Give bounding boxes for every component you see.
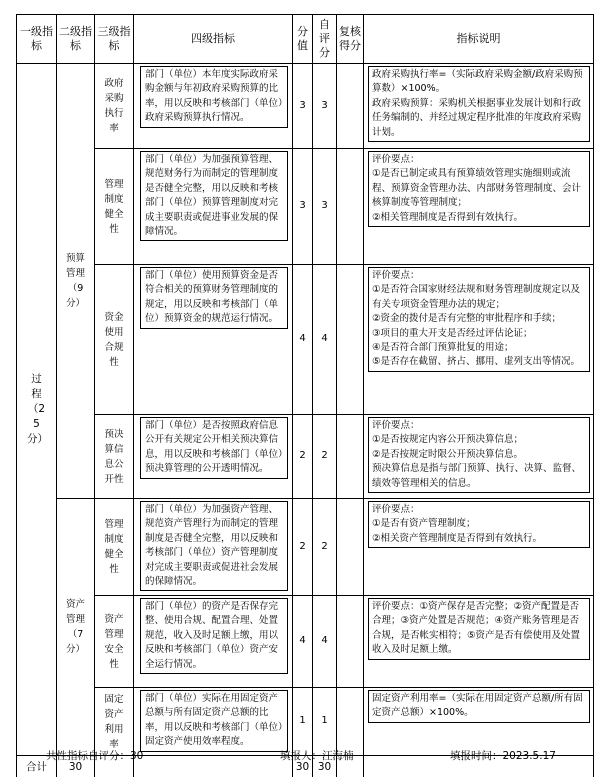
self-score-cell: 2 — [313, 499, 337, 596]
description-line: ④是否符合部门预算批复的用途； — [372, 342, 514, 354]
level3-cell: 资金使用合规性 — [95, 265, 134, 415]
total-level2-score: 30 — [57, 756, 95, 777]
header-description: 指标说明 — [364, 15, 594, 64]
description-list — [368, 151, 590, 227]
common-score-text: 共性指标自评分：30 — [46, 750, 144, 762]
description-line: ⑤是否存在截留、挤占、挪用、虚列支出等情况。 — [372, 356, 581, 368]
level4-text: 部门（单位）的资产是否保存完整、使用合规、配置合理、处置规范，收入及时足额上缴，用以反映和考核部门（单位）资产安全运行情况。 — [140, 598, 288, 674]
review-score-cell — [337, 415, 364, 499]
header-score: 分值 — [293, 15, 313, 64]
self-score-cell: 2 — [313, 415, 337, 499]
description-cell — [364, 149, 594, 265]
review-score-cell — [337, 499, 364, 596]
description-cell — [364, 265, 594, 415]
level3-cell: 固定资产利用率 — [95, 688, 134, 756]
level4-text: 部门（单位）使用预算资金是否符合相关的预算财务管理制度的规定，用以反映和考核部门（单位）预算资金的规范运行情况。 — [140, 267, 288, 329]
level4-cell — [134, 596, 293, 688]
description-cell — [364, 688, 594, 756]
level4-cell — [134, 149, 293, 265]
description-line: ①是否按规定内容公开预决算信息； — [372, 434, 524, 446]
description-line: 评价要点： — [372, 154, 420, 165]
self-score-cell: 4 — [313, 265, 337, 415]
description-cell — [364, 415, 594, 499]
self-score-cell: 3 — [313, 149, 337, 265]
description-line: ②是否按规定时限公开预决算信息。 — [372, 448, 524, 460]
description-line: 评价要点：①资产保存是否完整；②资产配置是否合理；③资产处置是否规范；④资产账务管理是否合规，是否帐实相符；⑤资产是否有偿使用及处置收入及时足额上缴。 — [372, 601, 581, 656]
score-cell: 2 — [293, 499, 313, 596]
level3-cell: 预决算信息公开性 — [95, 415, 134, 499]
description-list — [368, 501, 590, 548]
description-line: ③项目的重大开支是否经过评估论证； — [372, 327, 533, 339]
table-row — [17, 596, 594, 688]
total-self-score: 30 — [313, 756, 337, 777]
table-row — [17, 64, 594, 149]
score-cell: 1 — [293, 688, 313, 756]
level4-text: 部门（单位）本年度实际政府采购金额与年初政府采购预算的比率，用以反映和考核部门（单位）政府采购预算执行情况。 — [140, 66, 288, 128]
score-cell: 3 — [293, 149, 313, 265]
level4-cell — [134, 415, 293, 499]
table-row — [17, 149, 594, 265]
description-line: 评价要点： — [372, 270, 420, 281]
level4-text: 部门（单位）为加强资产管理、规范资产管理行为而制定的管理制度是否健全完整，用以反映和考核部门（单位）资产管理制度对完成主要职责或促进社会发展的保障情况。 — [140, 501, 288, 591]
header-review-score: 复核得分 — [337, 15, 364, 64]
description-line: ①是否符合国家财经法规和财务管理制度规定以及有关专项资金管理办法的规定； — [372, 284, 581, 310]
table-row — [17, 415, 594, 499]
header-level2: 二级指标 — [57, 15, 95, 64]
level4-text: 部门（单位）是否按照政府信息公开有关规定公开相关预决算信息，用以反映和考核部门（单位）预决算管理的公开透明情况。 — [140, 417, 288, 479]
description-line: 政府采购预算：采购机关根据事业发展计划和行政任务编制的、并经过规定程序批准的年度政府采购计划。 — [372, 97, 582, 138]
level4-cell — [134, 499, 293, 596]
header-level4: 四级指标 — [134, 15, 293, 64]
level4-cell — [134, 265, 293, 415]
level4-cell — [134, 64, 293, 149]
level1-cell: 过程（25分） — [17, 64, 57, 756]
description-list — [368, 598, 590, 660]
level4-text: 部门（单位）为加强预算管理、规范财务行为而制定的管理制度是否健全完整，用以反映和考核部门（单位）预算管理制度对完成主要职责或促进事业发展的保障情况。 — [140, 151, 288, 241]
table-row — [17, 499, 594, 596]
description-line: ②相关资产管理制度是否得到有效执行。 — [372, 532, 543, 544]
description-list — [368, 267, 590, 372]
total-score: 30 — [293, 756, 313, 777]
total-empty-cell — [134, 756, 293, 777]
level4-cell — [134, 688, 293, 756]
score-cell: 4 — [293, 265, 313, 415]
description-cell — [364, 596, 594, 688]
description-line: 评价要点： — [372, 420, 420, 431]
score-cell: 2 — [293, 415, 313, 499]
level4-text: 部门（单位）实际在用固定资产总额与所有固定资产总额的比率，用以反映和考核部门（单位）固定资产使用效率程度。 — [140, 690, 288, 752]
level3-cell: 政府采购执行率 — [95, 64, 134, 149]
self-score-cell: 4 — [313, 596, 337, 688]
review-score-cell — [337, 688, 364, 756]
description-line: 固定资产利用率=（实际在用固定资产总额/所有固定资产总额）×100%。 — [372, 693, 583, 719]
self-score-cell: 1 — [313, 688, 337, 756]
description-line: ①是否有资产管理制度； — [372, 518, 476, 530]
description-line: 评价要点： — [372, 504, 420, 515]
filler-text: 填报人：汪海楠 — [280, 750, 354, 762]
header-row — [17, 15, 594, 64]
indicator-table — [16, 14, 594, 777]
indicator-table-sheet — [16, 14, 593, 777]
description-line: 预决算信息是指与部门预算、执行、决算、监督、绩效等管理相关的信息。 — [372, 463, 582, 489]
description-line: ②相关管理制度是否得到有效执行。 — [372, 211, 524, 223]
score-cell: 4 — [293, 596, 313, 688]
self-score-cell: 3 — [313, 64, 337, 149]
description-line: ②资金的拨付是否有完整的审批程序和手续； — [372, 313, 562, 325]
description-line: ①是否已制定或具有预算绩效管理实施细则或流程、预算资金管理办法、内部财务管理制度、会计核算制度等管理制度； — [372, 168, 582, 209]
header-self-score: 自评分 — [313, 15, 337, 64]
level3-cell: 管理制度健全性 — [95, 499, 134, 596]
total-label: 合计 — [17, 756, 57, 777]
header-level1: 一级指标 — [17, 15, 57, 64]
description-line: 政府采购执行率=（实际政府采购金额/政府采购预算数）×100%。 — [372, 69, 583, 95]
level3-cell: 管理制度健全性 — [95, 149, 134, 265]
description-cell — [364, 64, 594, 149]
header-level3: 三级指标 — [95, 15, 134, 64]
level2-cell-asset: 资产管理（7分） — [57, 499, 95, 756]
review-score-cell — [337, 265, 364, 415]
table-row — [17, 688, 594, 756]
score-cell: 3 — [293, 64, 313, 149]
table-row — [17, 265, 594, 415]
review-score-cell — [337, 149, 364, 265]
level2-cell-budget: 预算管理（9分） — [57, 64, 95, 499]
review-score-cell — [337, 64, 364, 149]
description-list — [368, 66, 590, 142]
level3-cell: 资产管理安全性 — [95, 596, 134, 688]
fill-date-text: 填报时间：2023.5.17 — [450, 750, 556, 762]
description-list — [368, 690, 590, 723]
description-cell — [364, 499, 594, 596]
description-list — [368, 417, 590, 493]
review-score-cell — [337, 596, 364, 688]
